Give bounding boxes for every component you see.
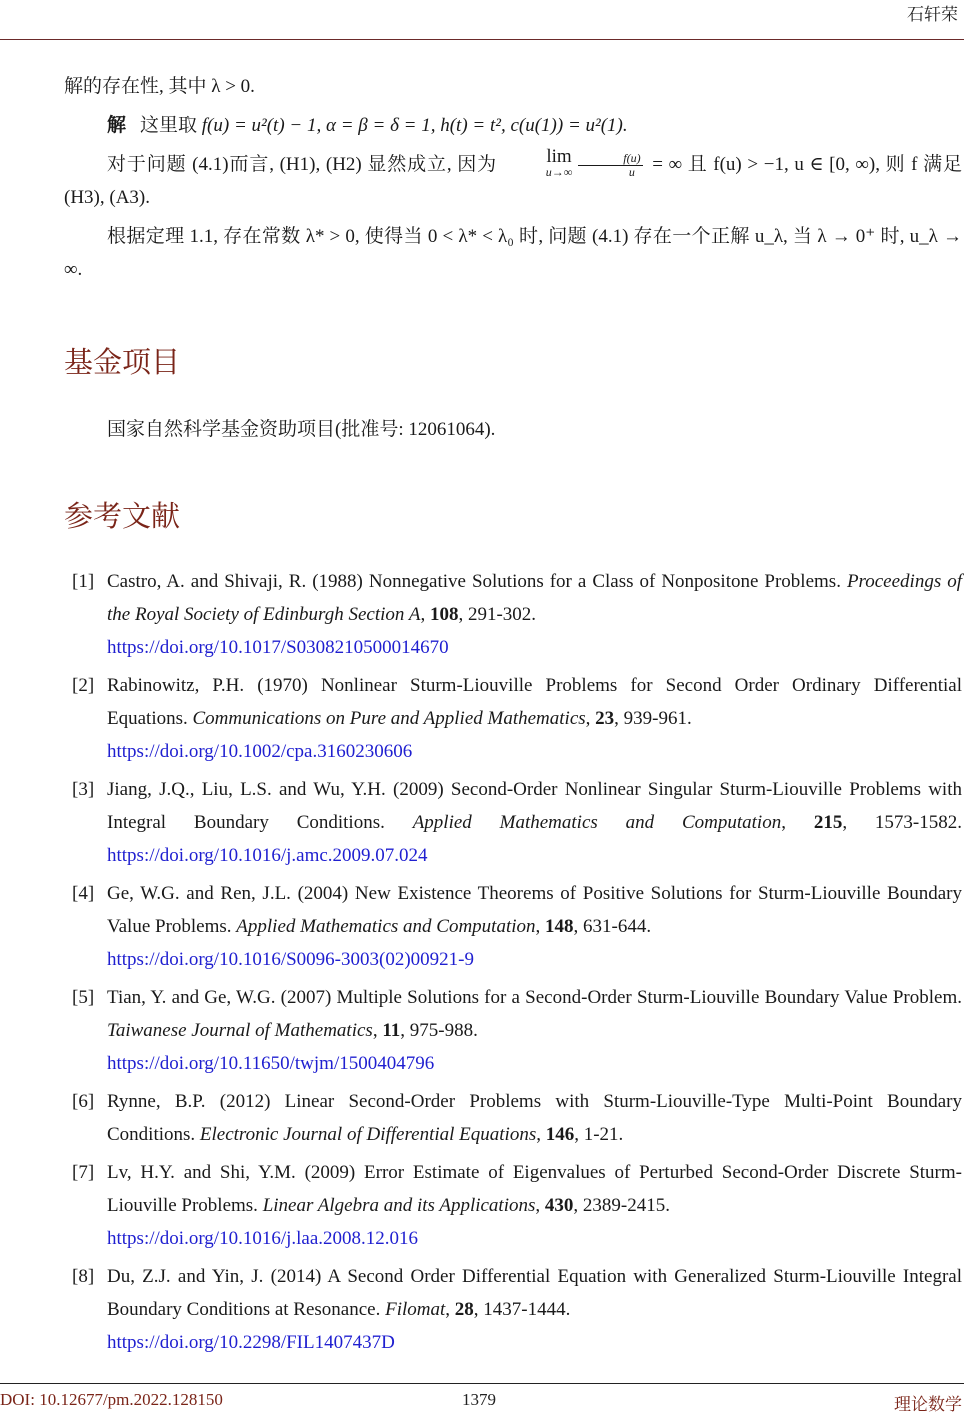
fraction-denominator: u	[628, 165, 635, 180]
footer-journal-name: 理论数学	[894, 1395, 962, 1415]
fraction-numerator: f(u)	[578, 152, 642, 166]
funding-section-title: 基金项目	[64, 345, 181, 379]
reference-text: Rynne, B.P. (2012) Linear Second-Order Problems with Sturm-Liouville-Type Multi-Point Boundary Conditions.	[107, 1091, 962, 1145]
solution-formula: f(u) = u²(t) − 1, α = β = δ = 1, h(t) = t², c(u(1)) = u²(1).	[201, 115, 628, 136]
reference-pages: , 631-644.	[573, 916, 652, 937]
reference-journal: Proceedings of the Royal Society of Edinburgh Section A	[107, 571, 962, 625]
reference-volume: 11	[382, 1020, 401, 1041]
reference-number: [4]	[72, 883, 95, 904]
reference-journal: Filomat	[385, 1299, 446, 1320]
solution-prefix: 这里取	[140, 115, 202, 136]
reference-doi-link[interactable]: https://doi.org/10.1016/j.laa.2008.12.016	[107, 1228, 419, 1249]
footer-rule	[0, 1383, 964, 1384]
body-text	[64, 70, 962, 292]
reference-pages: , 2389-2415.	[573, 1195, 670, 1216]
reference-pages: , 975-988.	[400, 1020, 478, 1041]
reference-volume: 146	[545, 1124, 575, 1145]
reference-journal: Electronic Journal of Differential Equations	[199, 1124, 537, 1145]
reference-journal: Communications on Pure and Applied Mathematics	[192, 708, 586, 729]
reference-number: [3]	[72, 779, 95, 800]
fraction	[578, 152, 642, 179]
page-number: 1379	[462, 1390, 496, 1409]
paragraph-theorem: 根据定理 1.1, 存在常数 λ* > 0, 使得当 0 < λ* < λ₀ 时, 问题 (4.1) 存在一个正解 u_λ, 当 λ → 0⁺ 时, u_λ → ∞.	[64, 226, 962, 280]
reference-volume: 215	[813, 812, 843, 833]
references-section-title: 参考文献	[64, 499, 181, 533]
reference-item: [6] Rynne, B.P. (2012) Linear Second-Order Problems with Sturm-Liouville-Type Multi-Point Boundary Conditions. Electronic Journal of Differential Equations, 146, 1-21.	[72, 1085, 962, 1151]
solution-label: 解	[107, 115, 127, 136]
reference-item: [3] Jiang, J.Q., Liu, L.S. and Wu, Y.H. (2009) Second-Order Nonlinear Singular Sturm-Liouville Problems with Integral Boundary Conditions. Applied Mathematics and Computation, 215, 1573-1582. https://doi.org/10.1016/j.amc.2009.07.024	[72, 773, 962, 872]
reference-pages: , 1437-1444.	[473, 1299, 571, 1320]
paragraph-conditions	[64, 148, 962, 214]
reference-pages: , 1-21.	[574, 1124, 624, 1145]
reference-doi-link[interactable]: https://doi.org/10.11650/twjm/1500404796	[107, 1053, 435, 1074]
reference-item: [5] Tian, Y. and Ge, W.G. (2007) Multiple Solutions for a Second-Order Sturm-Liouville Boundary Value Problem. Taiwanese Journal of Mathematics, 11, 975-988. https://doi.org/10.11650/twjm/1500404796	[72, 981, 962, 1080]
reference-doi-link[interactable]: https://doi.org/10.1002/cpa.3160230606	[107, 741, 413, 762]
reference-doi-link[interactable]: https://doi.org/10.1017/S0308210500014670	[107, 637, 449, 658]
reference-doi-link[interactable]: https://doi.org/10.1016/j.amc.2009.07.024	[107, 845, 428, 866]
reference-text: Castro, A. and Shivaji, R. (1988) Nonnegative Solutions for a Class of Nonpositone Problems.	[107, 571, 847, 592]
reference-text: Du, Z.J. and Yin, J. (2014) A Second Order Differential Equation with Generalized Sturm-Liouville Integral Boundary Conditions at Resonance.	[107, 1266, 962, 1320]
reference-text: Rabinowitz, P.H. (1970) Nonlinear Sturm-Liouville Problems for Second Order Ordinary Differential Equations.	[107, 675, 962, 729]
reference-text: Lv, H.Y. and Shi, Y.M. (2009) Error Estimate of Eigenvalues of Perturbed Second-Order Discrete Sturm-Liouville Problems.	[107, 1162, 962, 1216]
reference-journal: Applied Mathematics and Computation	[412, 812, 782, 833]
reference-item: [1] Castro, A. and Shivaji, R. (1988) Nonnegative Solutions for a Class of Nonpositone Problems. Proceedings of the Royal Society of Edinburgh Section A, 108, 291-302. https://doi.org/10.1017/S0308210500014670	[72, 565, 962, 664]
conditions-after: = ∞ 且 f(u) > −1, u ∈ [0, ∞), 则 f 满足 (H3), (A3).	[64, 154, 963, 208]
reference-item: [4] Ge, W.G. and Ren, J.L. (2004) New Existence Theorems of Positive Solutions for Sturm-Liouville Boundary Value Problems. Applied Mathematics and Computation, 148, 631-644. https://doi.org/10.1016/S0096-3003(02)00921-9	[72, 877, 962, 976]
reference-item: [2] Rabinowitz, P.H. (1970) Nonlinear Sturm-Liouville Problems for Second Order Ordinary Differential Equations. Communications on Pure and Applied Mathematics, 23, 939-961. https://doi.org/10.1002/cpa.3160230606	[72, 669, 962, 768]
reference-pages: , 291-302.	[458, 604, 537, 625]
reference-text: Ge, W.G. and Ren, J.L. (2004) New Existence Theorems of Positive Solutions for Sturm-Liouville Boundary Value Problems.	[107, 883, 962, 937]
reference-volume: 148	[545, 916, 574, 937]
header-rule	[0, 39, 964, 40]
reference-item: [7] Lv, H.Y. and Shi, Y.M. (2009) Error Estimate of Eigenvalues of Perturbed Second-Order Discrete Sturm-Liouville Problems. Linear Algebra and its Applications, 430, 2389-2415. https://doi.org/10.1016/j.laa.2008.12.016	[72, 1156, 962, 1255]
reference-volume: 23	[595, 708, 615, 729]
reference-number: [5]	[72, 987, 95, 1008]
reference-journal: Linear Algebra and its Applications	[262, 1195, 536, 1216]
reference-pages: , 939-961.	[614, 708, 692, 729]
paragraph-solution	[64, 109, 962, 142]
paragraph-existence: 解的存在性, 其中 λ > 0.	[64, 76, 255, 97]
reference-volume: 430	[544, 1195, 574, 1216]
reference-journal: Taiwanese Journal of Mathematics	[107, 1020, 373, 1041]
reference-text: Jiang, J.Q., Liu, L.S. and Wu, Y.H. (2009) Second-Order Nonlinear Singular Sturm-Liouville Problems with Integral Boundary Conditions.	[107, 779, 962, 833]
reference-number: [2]	[72, 675, 95, 696]
reference-number: [6]	[72, 1091, 95, 1112]
reference-volume: 108	[429, 604, 459, 625]
limit-subscript: u→∞	[545, 165, 573, 179]
conditions-before: 对于问题 (4.1)而言, (H1), (H2) 显然成立, 因为	[107, 154, 503, 175]
reference-number: [1]	[72, 571, 95, 592]
reference-volume: 28	[454, 1299, 474, 1320]
limit-label: lim	[546, 146, 572, 167]
footer-doi-link[interactable]: DOI: 10.12677/pm.2022.128150	[0, 1390, 223, 1409]
reference-doi-link[interactable]: https://doi.org/10.1016/S0096-3003(02)00921-9	[107, 949, 474, 970]
funding-text: 国家自然科学基金资助项目(批准号: 12061064).	[107, 419, 496, 440]
reference-pages: , 1573-1582.	[842, 812, 963, 833]
reference-number: [7]	[72, 1162, 95, 1183]
reference-text: Tian, Y. and Ge, W.G. (2007) Multiple Solutions for a Second-Order Sturm-Liouville Boundary Value Problem.	[107, 987, 962, 1008]
running-header-author: 石轩荣	[907, 5, 958, 25]
reference-number: [8]	[72, 1266, 95, 1287]
reference-list	[72, 565, 962, 1364]
limit-expression	[503, 148, 573, 178]
reference-doi-link[interactable]: https://doi.org/10.2298/FIL1407437D	[107, 1332, 395, 1353]
reference-item: [8] Du, Z.J. and Yin, J. (2014) A Second Order Differential Equation with Generalized Sturm-Liouville Integral Boundary Conditions at Resonance. Filomat, 28, 1437-1444. https://doi.org/10.2298/FIL1407437D	[72, 1260, 962, 1359]
reference-journal: Applied Mathematics and Computation	[236, 916, 536, 937]
